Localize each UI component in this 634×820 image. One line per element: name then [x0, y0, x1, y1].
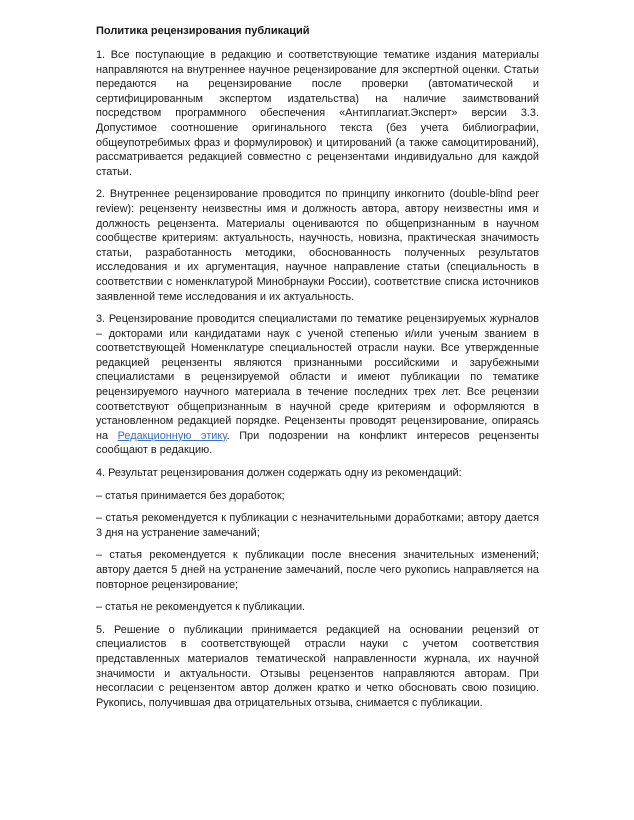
recommendation-option-3: – статья рекомендуется к публикации после внесения значительных изменений; автору дается 5 дней на устранение замечаний, после чего рукопись направляется на повторное рецензирование;: [96, 549, 539, 591]
paragraph-5: 5. Решение о публикации принимается редакцией на основании рецензий от специалистов в соответствующей отрасли науки с учетом соответствия представленных материалов тематической направленности журнала, их научной значимости и актуальности. Отзывы рецензентов направляются авторам. При несогласии с рецензентом автор должен кратко и четко обосновать свою позицию. Рукопись, получившая два отрицательных отзыва, снимается с публикации.: [96, 623, 539, 709]
document-page: [96, 24, 539, 718]
page-title: Политика рецензирования публикаций: [96, 25, 310, 37]
recommendation-option-2: – статья рекомендуется к публикации с незначительными доработками; автору дается 3 дня на устранение замечаний;: [96, 512, 539, 539]
recommendation-option-1: – статья принимается без доработок;: [96, 489, 285, 502]
paragraph-4: 4. Результат рецензирования должен содержать одну из рекомендаций:: [96, 467, 462, 480]
paragraph-3: [96, 312, 539, 458]
paragraph-1: 1. Все поступающие в редакцию и соответствующие тематике издания материалы направляются на внутреннее научное рецензирование для экспертной оценки. Статьи передаются на рецензирование после проверки (автоматической и сертифицированным экспертом издательства) на наличие заимствований посредством программного обеспечения «Антиплагиат.Эксперт» версии 3.3. Допустимое соотношение оригинального текста (без учета библиографии, общеупотребимых фраз и формулировок) и цитирований (а также самоцитирований), рассматривается редакцией совместно с рецензентами индивидуально для каждой статьи.: [96, 49, 539, 178]
paragraph-2: 2. Внутреннее рецензирование проводится по принципу инкогнито (double-blind peer review): рецензенту неизвестны имя и должность автора, автору неизвестны имя и должность рецензента. Материалы оцениваются по общепризнанным в научном сообществе критериям: актуальность, научность, новизна, практическая значимость статьи, разработанность методики, обоснованность полученных результатов исследования и их аргументация, научное направление статьи (специальность в соответствии с номенклатурой Минобрнауки России), соответствие списка источников заявленной теме исследования и их актуальность.: [96, 188, 539, 303]
editorial-ethics-link[interactable]: Редакционную этику: [117, 429, 227, 442]
paragraph-3-text-after: . При подозрении на конфликт интересов рецензенты сообщают в редакцию.: [96, 429, 539, 457]
paragraph-3-text-before: 3. Рецензирование проводится специалистами по тематике рецензируемых журналов – докторами или кандидатами наук с ученой степенью и/или ученым званием в соответствующей Номенклатуре специальностей отрасли науки. Все утвержденные редакцией рецензенты являются признанными российскими и зарубежными специалистами в рецензируемой области и имеют публикации по тематике рецензируемого научного материала в течение последних трех лет. Все рецензии соответствуют общепризнанным в научной среде критериям и оформляются в установленном редакцией порядке. Рецензенты проводят рецензирование, опираясь на: [96, 313, 539, 442]
recommendation-option-4: – статья не рекомендуется к публикации.: [96, 601, 306, 614]
